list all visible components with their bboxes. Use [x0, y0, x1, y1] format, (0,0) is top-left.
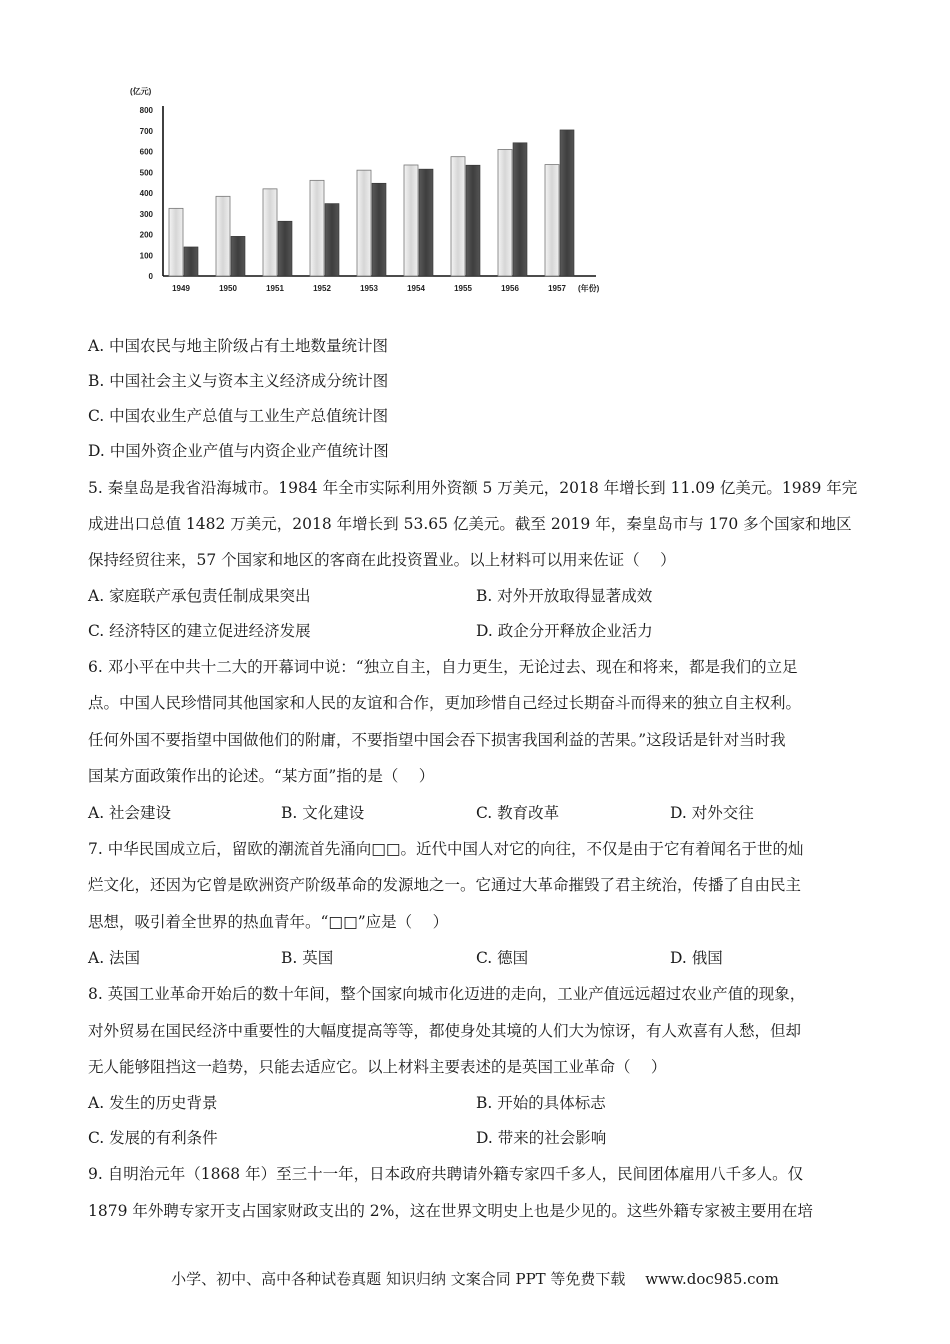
q5-stem-line-1: 5. 秦皇岛是我省沿海城市。1984 年全市实际利用外资额 5 万美元，2018 年增长到 11.09 亿美元。1989 年完: [88, 479, 858, 497]
bar-series-1: [216, 196, 230, 276]
q8-stem-line-1: 8. 英国工业革命开始后的数十年间，整个国家向城市化迈进的走向，工业产值远远超过农业产值的现象，: [88, 985, 806, 1003]
bar-series-1: [357, 170, 371, 276]
x-tick-label: 1952: [313, 284, 331, 293]
bar-series-2: [560, 130, 574, 276]
q4-option-c[interactable]: C. 中国农业生产总值与工业生产总值统计图: [88, 407, 389, 425]
q6-option-a[interactable]: A. 社会建设: [88, 804, 172, 822]
q6-option-c[interactable]: C. 教育改革: [476, 804, 560, 822]
x-tick-label: 1956: [501, 284, 519, 293]
bar-series-2: [466, 165, 480, 276]
q6-stem-line-1: 6. 邓小平在中共十二大的开幕词中说：“独立自主，自力更生，无论过去、现在和将来，都是我们的立足: [88, 658, 798, 676]
q5-option-c[interactable]: C. 经济特区的建立促进经济发展: [88, 622, 311, 640]
x-tick-label: 1955: [454, 284, 472, 293]
bar-series-1: [404, 165, 418, 276]
x-unit-label: (年份): [578, 284, 600, 293]
q6-stem-line-2: 点。中国人民珍惜同其他国家和人民的友谊和合作，更加珍惜自己经过长期奋斗而得来的独立自主权利。: [88, 694, 802, 712]
page-footer: 小学、初中、高中各种试卷真题 知识归纳 文案合同 PPT 等免费下载 www.doc985.com: [171, 1270, 779, 1288]
q8-option-c[interactable]: C. 发展的有利条件: [88, 1129, 218, 1147]
x-tick-label: 1951: [266, 284, 284, 293]
x-tick-label: 1954: [407, 284, 425, 293]
q5-stem-line-3: 保持经贸往来，57 个国家和地区的客商在此投资置业。以上材料可以用来佐证（ ）: [88, 551, 676, 569]
y-tick-label: 800: [139, 106, 153, 115]
q6-option-d[interactable]: D. 对外交往: [670, 804, 754, 822]
y-tick-label: 200: [139, 230, 153, 240]
q5-option-d[interactable]: D. 政企分开释放企业活力: [476, 622, 653, 640]
bar-series-1: [169, 208, 183, 276]
q9-stem-line-2: 1879 年外聘专家开支占国家财政支出的 2%，这在世界文明史上也是少见的。这些外籍专家被主要用在培: [88, 1202, 813, 1220]
bar-series-1: [263, 189, 277, 276]
y-tick-label: 0: [148, 272, 153, 281]
q7-option-a[interactable]: A. 法国: [88, 949, 141, 967]
x-tick-label: 1950: [219, 284, 237, 293]
q7-stem-line-1: 7. 中华民国成立后，留欧的潮流首先涌向□□。近代中国人对它的向往，不仅是由于它有着闻名于世的灿: [88, 840, 804, 858]
bar-series-1: [310, 180, 324, 276]
q7-option-b[interactable]: B. 英国: [281, 949, 334, 967]
bar-series-2: [278, 221, 292, 276]
q8-option-b[interactable]: B. 开始的具体标志: [476, 1094, 606, 1112]
y-tick-label: 400: [139, 189, 153, 198]
q8-stem-line-3: 无人能够阻挡这一趋势，只能去适应它。以上材料主要表述的是英国工业革命（ ）: [88, 1058, 667, 1076]
q8-option-d[interactable]: D. 带来的社会影响: [476, 1129, 607, 1147]
bar-series-2: [184, 247, 198, 276]
q5-option-b[interactable]: B. 对外开放取得显著成效: [476, 587, 653, 605]
q4-option-a[interactable]: A. 中国农民与地主阶级占有土地数量统计图: [88, 337, 389, 355]
y-tick-label: 300: [139, 209, 153, 219]
q7-stem-line-2: 烂文化，还因为它曾是欧洲资产阶级革命的发源地之一。它通过大革命摧毁了君主统治，传播了自由民主: [88, 876, 802, 894]
bar-series-2: [325, 204, 339, 276]
x-tick-label: 1949: [172, 284, 190, 293]
q4-option-d[interactable]: D. 中国外资企业产值与内资企业产值统计图: [88, 442, 389, 460]
q8-stem-line-2: 对外贸易在国民经济中重要性的大幅度提高等等，都使身处其境的人们大为惊讶，有人欢喜有人愁，但却: [88, 1022, 802, 1040]
y-tick-label: 500: [139, 168, 153, 178]
bar-series-2: [419, 169, 433, 276]
chart-svg: [126, 80, 606, 300]
q9-stem-line-1: 9. 自明治元年（1868 年）至三十一年，日本政府共聘请外籍专家四千多人，民间团体雇用八千多人。仅: [88, 1165, 804, 1183]
y-tick-label: 100: [139, 251, 153, 261]
q6-option-b[interactable]: B. 文化建设: [281, 804, 365, 822]
bar-chart: [126, 80, 606, 300]
bar-series-1: [451, 157, 465, 276]
q5-option-a[interactable]: A. 家庭联产承包责任制成果突出: [88, 587, 311, 605]
bar-series-2: [231, 236, 245, 276]
q6-stem-line-4: 国某方面政策作出的论述。“某方面”指的是（ ）: [88, 767, 435, 785]
y-unit-label: (亿元): [130, 87, 152, 96]
q4-option-b[interactable]: B. 中国社会主义与资本主义经济成分统计图: [88, 372, 389, 390]
bar-series-1: [498, 149, 512, 276]
q7-stem-line-3: 思想，吸引着全世界的热血青年。“□□”应是（ ）: [88, 913, 449, 931]
q5-stem-line-2: 成进出口总值 1482 万美元，2018 年增长到 53.65 亿美元。截至 2019 年，秦皇岛市与 170 多个国家和地区: [88, 515, 852, 533]
x-tick-label: 1957: [548, 284, 566, 293]
y-tick-label: 700: [139, 126, 153, 136]
bar-series-2: [372, 183, 386, 276]
bar-series-1: [545, 165, 559, 276]
q6-stem-line-3: 任何外国不要指望中国做他们的附庸，不要指望中国会吞下损害我国利益的苦果。”这段话是针对当时我: [88, 731, 786, 749]
x-tick-label: 1953: [360, 284, 378, 293]
y-tick-label: 600: [139, 147, 153, 157]
bar-series-2: [513, 143, 527, 276]
q7-option-d[interactable]: D. 俄国: [670, 949, 723, 967]
q8-option-a[interactable]: A. 发生的历史背景: [88, 1094, 218, 1112]
q7-option-c[interactable]: C. 德国: [476, 949, 529, 967]
